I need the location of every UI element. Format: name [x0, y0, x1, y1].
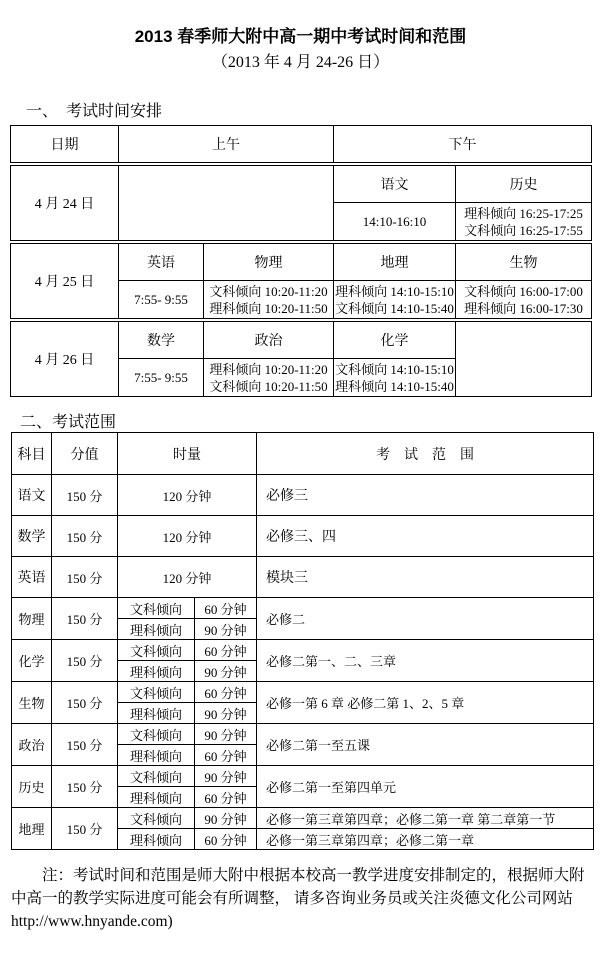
- liberal-label-physics: 文科倾向: [118, 598, 195, 619]
- range-politics: 必修二第一至五课: [257, 724, 594, 766]
- score-history: 150 分: [52, 766, 118, 808]
- range-math: 必修三、四: [257, 516, 594, 557]
- scope-row-english: [12, 557, 594, 598]
- score-math: 150 分: [52, 516, 118, 557]
- page-title: 2013 春季师大附中高一期中考试时间和范围: [134, 27, 467, 46]
- score-english: 150 分: [52, 557, 118, 598]
- subject-biology: 生物: [456, 242, 592, 281]
- subject-geography: 地理: [12, 808, 52, 850]
- score-chemistry: 150 分: [52, 640, 118, 682]
- science-label-chemistry: 理科倾向: [118, 661, 195, 682]
- subject-chemistry: 化学: [12, 640, 52, 682]
- range-geography-liberal: 必修一第三章第四章；必修二第一章 第二章第一节: [257, 808, 594, 829]
- subject-physics: 物理: [204, 242, 334, 281]
- header-date: 日期: [11, 126, 119, 165]
- time-chemistry-liberal: 文科倾向 14:10-15:10: [335, 361, 454, 377]
- subject-chemistry: 化学: [334, 320, 456, 359]
- subject-history: 历史: [12, 766, 52, 808]
- schedule-row-apr24-subjects: [11, 164, 592, 203]
- time-biology-liberal: 文科倾向 16:00-17:00: [464, 283, 583, 299]
- time-geography-science: 理科倾向 14:10-15:10: [335, 283, 454, 299]
- scope-row-politics-liberal: [12, 724, 594, 745]
- time-politics: [204, 359, 334, 397]
- science-duration-history: 60 分钟: [195, 787, 257, 808]
- range-chinese: 必修三: [257, 475, 594, 516]
- date-apr25: 4 月 25 日: [11, 242, 119, 320]
- subject-geography: 地理: [334, 242, 456, 281]
- score-biology: 150 分: [52, 682, 118, 724]
- science-duration-politics: 60 分钟: [195, 745, 257, 766]
- header-range: 考 试 范 围: [257, 433, 594, 475]
- score-politics: 150 分: [52, 724, 118, 766]
- time-biology: [456, 281, 592, 321]
- liberal-label-history: 文科倾向: [118, 766, 195, 787]
- time-history-liberal: 文科倾向 16:25-17:55: [464, 222, 583, 238]
- header-morning: 上午: [119, 126, 334, 165]
- subject-politics: 政治: [12, 724, 52, 766]
- exam-scope-table: [11, 432, 594, 850]
- footnote: 注：考试时间和范围是师大附中根据本校高一教学进度安排制定的，根据师大附中高一的教学实际进度可能会有所调整， 请多咨询业务员或关注炎德文化公司网站http://www.hnyande.com): [11, 867, 585, 930]
- time-geography-liberal: 文科倾向 14:10-15:40: [335, 300, 454, 316]
- subject-math: 数学: [119, 320, 204, 359]
- range-biology: 必修一第 6 章 必修二第 1、2、5 章: [257, 682, 594, 724]
- score-geography: 150 分: [52, 808, 118, 850]
- range-chemistry: 必修二第一、二、三章: [257, 640, 594, 682]
- score-physics: 150 分: [52, 598, 118, 640]
- liberal-label-geography: 文科倾向: [118, 808, 195, 829]
- liberal-duration-geography: 90 分钟: [195, 808, 257, 829]
- liberal-duration-biology: 60 分钟: [195, 682, 257, 703]
- section1-heading: 一、 考试时间安排: [26, 103, 163, 120]
- range-history: 必修二第一至第四单元: [257, 766, 594, 808]
- science-duration-physics: 90 分钟: [195, 619, 257, 640]
- scope-row-chinese: [12, 475, 594, 516]
- subject-math: 数学: [12, 516, 52, 557]
- science-label-politics: 理科倾向: [118, 745, 195, 766]
- subject-politics: 政治: [204, 320, 334, 359]
- time-history: [456, 203, 592, 243]
- subject-physics: 物理: [12, 598, 52, 640]
- duration-english: 120 分钟: [118, 557, 257, 598]
- duration-chinese: 120 分钟: [118, 475, 257, 516]
- page-subtitle: （2013 年 4 月 24-26 日）: [211, 54, 390, 71]
- science-label-geography: 理科倾向: [118, 829, 195, 850]
- scope-row-physics-liberal: [12, 598, 594, 619]
- afternoon-empty-apr26: [456, 320, 592, 397]
- schedule-header-row: [11, 126, 592, 165]
- liberal-duration-chemistry: 60 分钟: [195, 640, 257, 661]
- science-label-physics: 理科倾向: [118, 619, 195, 640]
- subject-english: 英语: [12, 557, 52, 598]
- liberal-label-politics: 文科倾向: [118, 724, 195, 745]
- exam-schedule-table: [10, 125, 592, 397]
- time-biology-science: 理科倾向 16:00-17:30: [464, 300, 583, 316]
- science-duration-chemistry: 90 分钟: [195, 661, 257, 682]
- time-politics-science: 理科倾向 10:20-11:20: [209, 361, 328, 377]
- scope-row-geography-liberal: [12, 808, 594, 829]
- header-afternoon: 下午: [334, 126, 592, 165]
- time-politics-liberal: 文科倾向 10:20-11:50: [209, 378, 328, 394]
- schedule-row-apr26-subjects: [11, 320, 592, 359]
- time-history-science: 理科倾向 16:25-17:25: [464, 205, 583, 221]
- science-duration-biology: 90 分钟: [195, 703, 257, 724]
- scope-row-history-liberal: [12, 766, 594, 787]
- subject-history: 历史: [456, 164, 592, 203]
- score-chinese: 150 分: [52, 475, 118, 516]
- subject-chinese: 语文: [334, 164, 456, 203]
- liberal-label-chemistry: 文科倾向: [118, 640, 195, 661]
- morning-empty-apr24: [119, 164, 334, 242]
- science-duration-geography: 60 分钟: [195, 829, 257, 850]
- time-english: 7:55- 9:55: [119, 281, 204, 321]
- header-subject: 科目: [12, 433, 52, 475]
- time-physics-science: 理科倾向 10:20-11:50: [209, 300, 328, 316]
- scope-row-chemistry-liberal: [12, 640, 594, 661]
- time-geography: [334, 281, 456, 321]
- date-apr26: 4 月 26 日: [11, 320, 119, 397]
- liberal-duration-politics: 90 分钟: [195, 724, 257, 745]
- subject-chinese: 语文: [12, 475, 52, 516]
- scope-header-row: [12, 433, 594, 475]
- subject-biology: 生物: [12, 682, 52, 724]
- liberal-duration-physics: 60 分钟: [195, 598, 257, 619]
- time-chemistry-science: 理科倾向 14:10-15:40: [335, 378, 454, 394]
- range-physics: 必修二: [257, 598, 594, 640]
- time-physics: [204, 281, 334, 321]
- liberal-label-biology: 文科倾向: [118, 682, 195, 703]
- time-chemistry: [334, 359, 456, 397]
- header-duration: 时量: [118, 433, 257, 475]
- date-apr24: 4 月 24 日: [11, 164, 119, 242]
- range-geography-science: 必修一第三章第四章；必修二第一章: [257, 829, 594, 850]
- section2-heading: 二、考试范围: [20, 414, 117, 431]
- time-chinese: 14:10-16:10: [334, 203, 456, 243]
- science-label-biology: 理科倾向: [118, 703, 195, 724]
- scope-row-biology-liberal: [12, 682, 594, 703]
- range-english: 模块三: [257, 557, 594, 598]
- duration-math: 120 分钟: [118, 516, 257, 557]
- science-label-history: 理科倾向: [118, 787, 195, 808]
- time-physics-liberal: 文科倾向 10:20-11:20: [209, 283, 328, 299]
- subject-english: 英语: [119, 242, 204, 281]
- scope-row-math: [12, 516, 594, 557]
- liberal-duration-history: 90 分钟: [195, 766, 257, 787]
- schedule-row-apr25-subjects: [11, 242, 592, 281]
- time-math: 7:55- 9:55: [119, 359, 204, 397]
- header-score: 分值: [52, 433, 118, 475]
